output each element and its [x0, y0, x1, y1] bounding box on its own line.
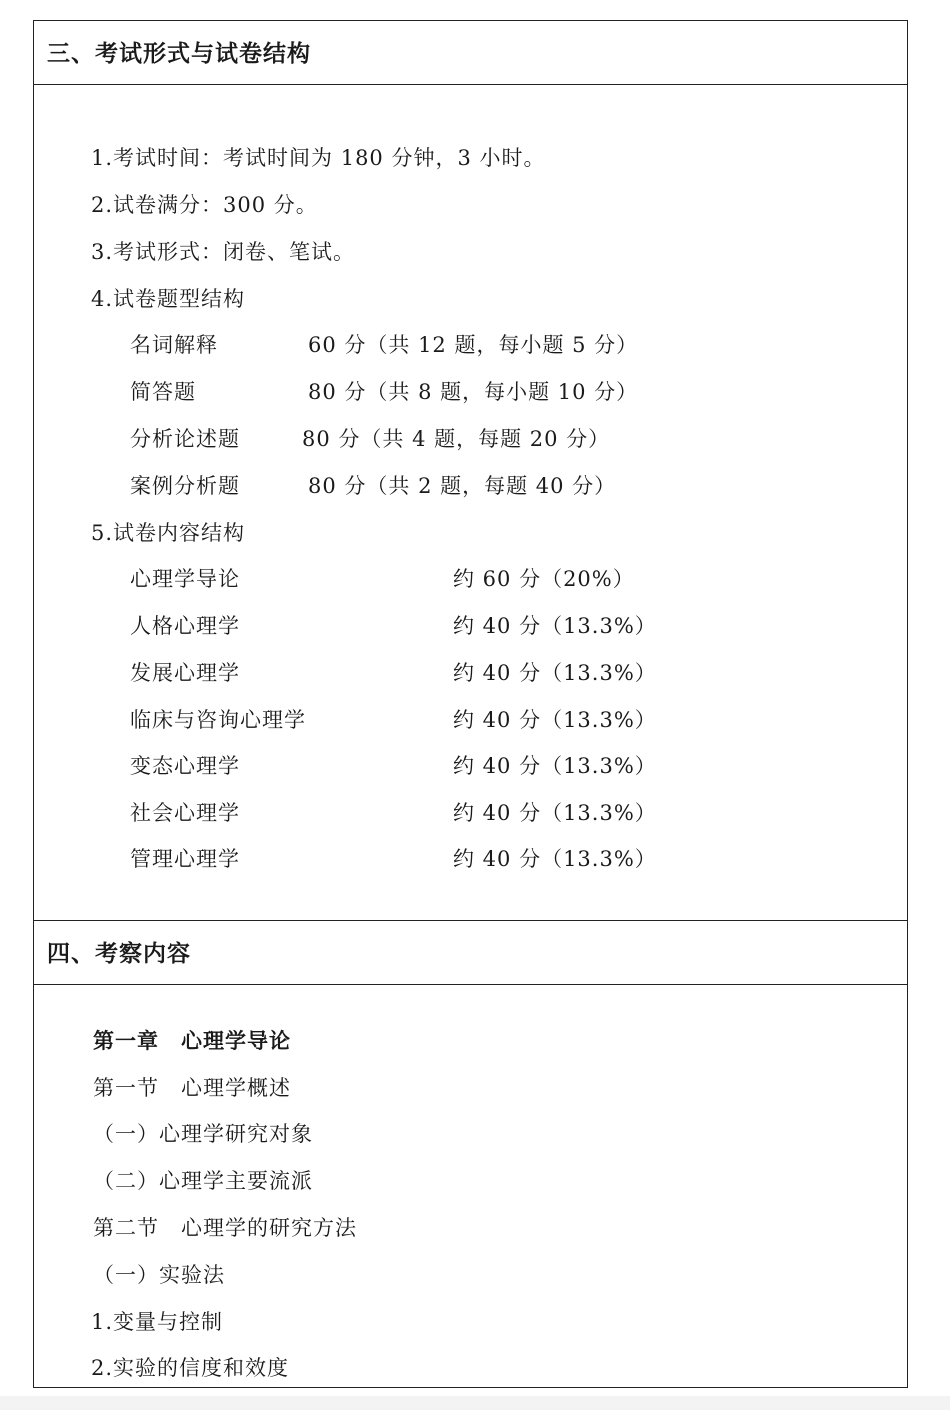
outline-item: （一）实验法	[93, 1263, 225, 1287]
content-score: 约 60 分（20%）	[453, 567, 635, 591]
section-title: 第二节 心理学的研究方法	[93, 1216, 357, 1240]
content-subject: 临床与咨询心理学	[130, 708, 306, 732]
question-type-detail: 80 分（共 4 题，每题 20 分）	[302, 427, 611, 451]
outline-item: （一）心理学研究对象	[93, 1122, 313, 1146]
question-type-name: 案例分析题	[130, 474, 240, 498]
section-4-header	[34, 920, 907, 985]
question-type-detail: 80 分（共 2 题，每题 40 分）	[308, 474, 617, 498]
section-3-title: 三、考试形式与试卷结构	[47, 41, 311, 67]
page-bottom-edge	[0, 1396, 950, 1410]
question-type-name: 简答题	[130, 380, 196, 404]
content-subject: 变态心理学	[130, 754, 240, 778]
exam-format: 3.考试形式：闭卷、笔试。	[91, 240, 356, 264]
outline-subitem: 1.变量与控制	[91, 1310, 224, 1334]
content-score: 约 40 分（13.3%）	[453, 614, 657, 638]
content-subject: 社会心理学	[130, 801, 240, 825]
section-title: 第一节 心理学概述	[93, 1076, 291, 1100]
content-subject: 人格心理学	[130, 614, 240, 638]
content-subject: 发展心理学	[130, 661, 240, 685]
full-score: 2.试卷满分：300 分。	[91, 193, 318, 217]
question-type-detail: 60 分（共 12 题，每小题 5 分）	[308, 333, 639, 357]
content-score: 约 40 分（13.3%）	[453, 661, 657, 685]
content-score: 约 40 分（13.3%）	[453, 754, 657, 778]
question-type-heading: 4.试卷题型结构	[91, 287, 246, 311]
question-type-name: 分析论述题	[130, 427, 240, 451]
content-subject: 管理心理学	[130, 847, 240, 871]
content-score: 约 40 分（13.3%）	[453, 708, 657, 732]
question-type-detail: 80 分（共 8 题，每小题 10 分）	[308, 380, 639, 404]
question-type-name: 名词解释	[130, 333, 218, 357]
exam-time: 1.考试时间：考试时间为 180 分钟，3 小时。	[91, 146, 546, 170]
section-4-title: 四、考察内容	[47, 941, 191, 967]
content-subject: 心理学导论	[130, 567, 240, 591]
outline-item: （二）心理学主要流派	[93, 1169, 313, 1193]
section-3-header	[34, 21, 907, 85]
content-score: 约 40 分（13.3%）	[453, 847, 657, 871]
chapter-title: 第一章 心理学导论	[93, 1029, 291, 1053]
content-score: 约 40 分（13.3%）	[453, 801, 657, 825]
document-frame	[33, 20, 908, 1388]
content-structure-heading: 5.试卷内容结构	[91, 521, 246, 545]
outline-subitem: 2.实验的信度和效度	[91, 1356, 290, 1380]
